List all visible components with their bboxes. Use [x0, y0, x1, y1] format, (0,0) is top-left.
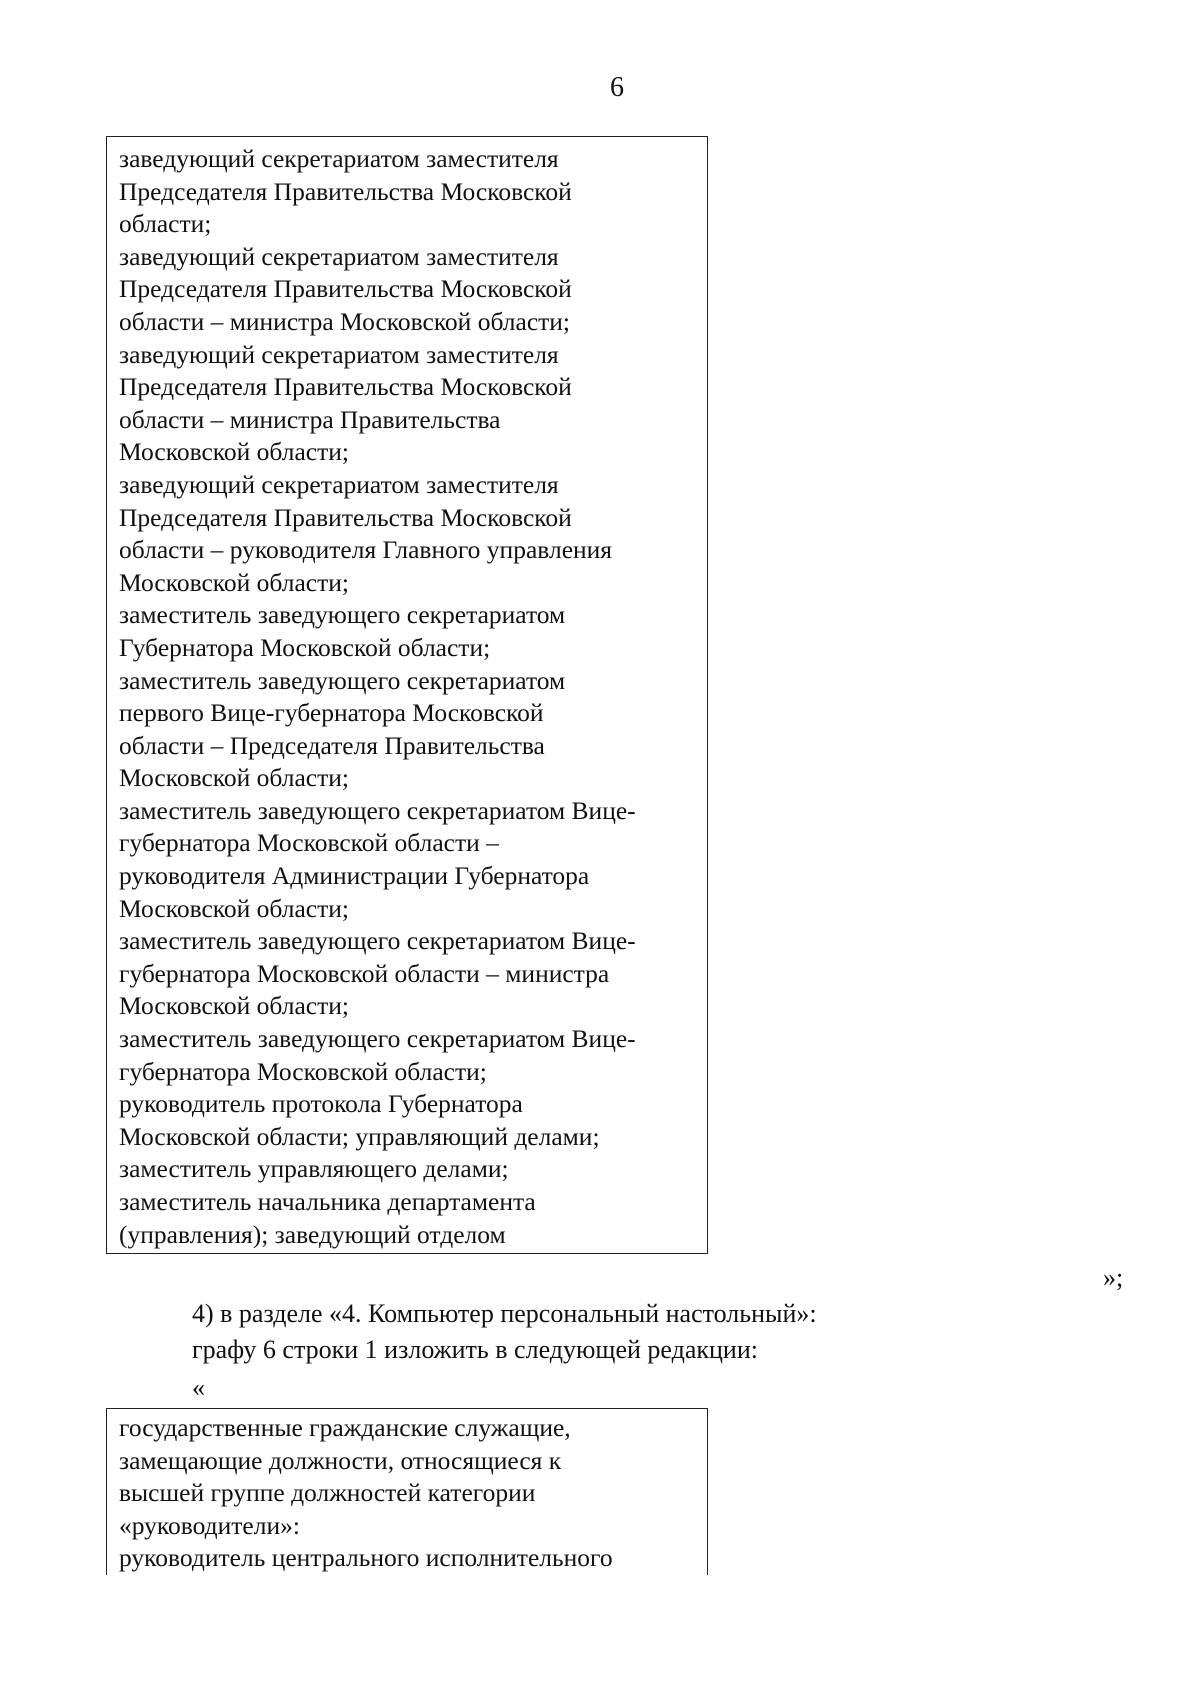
table-cell-line: Московской области; [119, 437, 349, 467]
table-cell-line: (управления); заведующий отделом [119, 1219, 506, 1249]
table-cell-line: Московской области; [119, 567, 349, 597]
table-cell-line: области; [119, 209, 212, 239]
table-cell-line: заместитель начальника департамента [119, 1187, 536, 1216]
table-cell-line: заведующий секретариатом заместителя [119, 241, 559, 271]
table-cell-line: Московской области; [119, 991, 349, 1021]
table-cell-line: губернатора Московской области; [119, 1056, 487, 1086]
table-cell-line: государственные гражданские служащие, [119, 1413, 571, 1442]
table-cell-line: заместитель управляющего делами; [119, 1154, 509, 1184]
table-cell-line: области – министра Правительства [119, 404, 501, 434]
table-cell-line: руководителя Администрации Губернатора [119, 861, 590, 891]
table-cell-line: руководитель протокола Губернатора [119, 1089, 523, 1119]
table-cell-line: Московской области; управляющий делами; [119, 1121, 600, 1151]
table-cell-line: области – Председателя Правительства [119, 730, 545, 760]
table-cell-line: Председателя Правительства Московской [119, 274, 572, 304]
table-cell-line: заведующий секретариатом заместителя [119, 469, 559, 499]
opening-quote: « [192, 1373, 205, 1402]
table-cell-line: области – руководителя Главного управления [119, 535, 613, 565]
closing-quote: »; [1103, 1263, 1124, 1292]
table-cell-line: высшей группе должностей категории [119, 1478, 536, 1508]
table-cell-line: Московской области; [119, 893, 349, 923]
table-cell-line: заместитель заведующего секретариатом Вице- [119, 795, 636, 825]
table-cell-line: губернатора Московской области – [119, 828, 499, 858]
table-cell-line: области – министра Московской области; [119, 306, 571, 336]
amendment-paragraph-section-4: 4) в разделе «4. Компьютер персональный настольный»: [192, 1299, 817, 1328]
page-number: 6 [610, 72, 624, 103]
table-cell-graph-6-new [106, 1408, 708, 1575]
table-cell-line: Председателя Правительства Московской [119, 176, 572, 206]
table-cell-line: Председателя Правительства Московской [119, 372, 572, 402]
amendment-paragraph-instruction: графу 6 строки 1 изложить в следующей редакции: [192, 1335, 758, 1364]
table-cell-line: заместитель заведующего секретариатом Вице- [119, 1024, 636, 1054]
table-cell-line: Губернатора Московской области; [119, 632, 491, 662]
table-cell-line: заведующий секретариатом заместителя [119, 144, 559, 173]
table-cell-line: заместитель заведующего секретариатом Вице- [119, 926, 636, 956]
table-cell-graph-6-previous [106, 136, 708, 1254]
table-cell-line: заместитель заведующего секретариатом [119, 600, 566, 630]
table-cell-line: губернатора Московской области – министра [119, 958, 610, 988]
table-cell-line: Московской области; [119, 763, 349, 793]
table-cell-line: заместитель заведующего секретариатом [119, 665, 566, 695]
table-cell-line: замещающие должности, относящиеся к [119, 1445, 562, 1475]
table-cell-line: «руководители»: [119, 1510, 300, 1540]
table-cell-line: заведующий секретариатом заместителя [119, 339, 559, 369]
table-cell-line: первого Вице-губернатора Московской [119, 698, 544, 728]
table-cell-line: Председателя Правительства Московской [119, 502, 572, 532]
table-cell-line: руководитель центрального исполнительного [119, 1543, 613, 1573]
